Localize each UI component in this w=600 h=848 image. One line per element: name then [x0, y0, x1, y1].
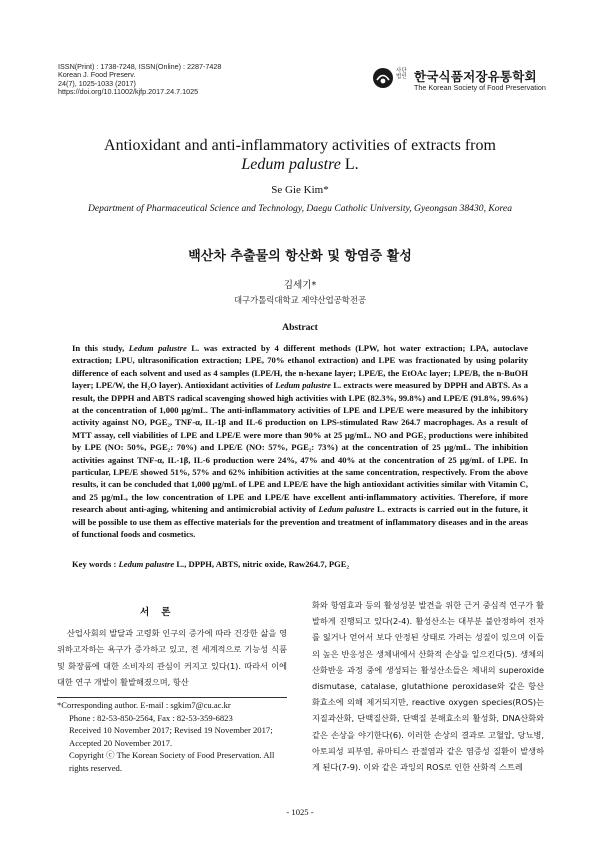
- contact-phone: Phone : 82-53-850-2564, Fax : 82-53-359-6823: [69, 712, 233, 723]
- keywords: Key words : Ledum palustre L., DPPH, ABTS, nitric oxide, Raw264.7, PGE₂: [72, 559, 350, 569]
- intro-left-column: 산업사회의 발달과 고령화 인구의 증가에 따라 건강한 삶을 영위하고자하는 욕구가 증가하고 있고, 전 세계적으로 기능성 식품 및 화장품에 대한 소비자의 관심이 커지고 있다(1). 따라서 이에 대한 연구 개발이 활발해졌으며, 항산: [57, 628, 287, 688]
- accepted-date: Accepted 20 November 2017.: [69, 737, 173, 748]
- footnote-divider: [57, 697, 287, 698]
- society-logo: [372, 67, 552, 99]
- korean-title: 백산차 추출물의 항산화 및 항염증 활성: [188, 249, 412, 264]
- journal-header: [58, 63, 221, 97]
- title-species: Ledum palustre: [241, 156, 341, 173]
- issn-line: ISSN(Print) : 1738-7248, ISSN(Online) : 2287-7428: [58, 62, 222, 71]
- society-name-ko: 한국식품저장유통학회: [414, 69, 537, 84]
- abstract-body: In this study, Ledum palustre L. was extracted by 4 different methods (LPW, hot water extraction; LPA, autoclave extraction; LPU, ultrasonification extraction; LPE, 70% ethanol extraction) and LPE was fractionated by using polarity difference of each solvent and used as 4 samples (LPE/H, the n-hexane layer; LPE/E, the EtOAc layer; LPE/B, the n-BuOH layer; LPE/W, the H₂O layer). Antioxidant activities of Ledum palustre L. extracts were measured by DPPH and ABTS. As a result, the DPPH and ABTS radical scavenging showed high activities with LPE (82.3%, 99.8%) and LPE/E (91.8%, 99.6%) at the concentration of 1,000 μg/mL. The anti-inflammatory activities of LPE and LPE/E were measured by the inhibitory activity against NO, PGE₂, TNF-α, IL-1β and IL-6 production on LPS-stimulated Raw 264.7 macrophages. As a result of MTT assay, cell viabilities of LPE and LPE/E were more than 90% at 25 μg/mL. NO and PGE₂ productions were inhibited by LPE (NO: 50%, PGE₂: 70%) and LPE/E (NO: 57%, PGE₂: 73%) at the concentration of 25 μg/mL. The inhibition activities against TNF-α, IL-1β, IL-6 production were 24%, 47% and 40% at the concentration of 25 μg/mL of LPE. In particular, LPE/E showed 51%, 57% and 62% inhibition activities at the same concentration, respectively. From the above results, it can be concluded that 1,000 μg/mL of LPE and LPE/E have the high antioxidant activities similar with Vitamin C, and 25 μg/mL, the low concentration of LPE and LPE/E have excellent anti-inflammatory activities. Therefore, if more research about anti-aging, whitening and antimicrobial activity of Ledum palustre L. extracts is carried out in the future, it will be possible to use them as effective materials for the prevention and treatment of inflammatory diseases and in the areas of functional foods and cosmetics.: [72, 343, 528, 540]
- copyright: Copyright ⓒ The Korean Society of Food Preservation. All rights reserved.: [69, 750, 275, 773]
- society-type-label: 사단 법인: [396, 68, 407, 80]
- korean-affiliation: 대구가톨릭대학교 제약산업공학전공: [233, 295, 367, 305]
- society-name-en: The Korean Society of Food Preservation: [414, 83, 546, 92]
- author-name: Se Gie Kim*: [271, 184, 329, 196]
- abstract-heading: Abstract: [282, 322, 318, 333]
- corresponding-author: *Corresponding author. E-mail : sgkim7@cu.ac.kr: [57, 700, 231, 710]
- received-date: Received 10 November 2017; Revised 19 November 2017;: [69, 725, 273, 735]
- title-line-2: Ledum palustre L.: [241, 156, 359, 173]
- title-line-1: Antioxidant and anti-inflammatory activities of extracts from: [104, 137, 496, 154]
- society-emblem-icon: [372, 67, 394, 89]
- page-number: - 1025 -: [286, 807, 314, 817]
- journal-name: Korean J. Food Preserv.: [58, 70, 136, 80]
- volume-pages: 24(7), 1025-1033 (2017): [58, 78, 136, 88]
- intro-right-column: 화와 항염효과 등의 활성성분 발견을 위한 근거 중심적 연구가 활발하게 진행되고 있다(2-4). 활성산소는 대부분 불안정하여 전자를 잃거나 얻어서 보다 안정된 상태로 가려는 성질이 있으며 이들의 높은 반응성은 생체내에서 산화적 손상을 일으킨다(5). 생체의 산화반응 과정 중에 생성되는 활성산소들은 체내의 superoxide dismutase, catalase, glutathione peroxidase와 같은 항산화효소에 의해 제거되지만, reactive oxygen species(ROS)는 지질과산화, 단백질산화, 단백질 분해효소의 활성화, DNA산화와 같은 손상을 야기한다(6). 이러한 손상의 결과로 고혈압, 당뇨병, 아토피성 피부염, 류마티스 관절염과 같은 염증성 질환이 발생하게 된다(7-9). 이와 같은 과잉의 ROS로 인한 산화적 스트레: [312, 600, 544, 773]
- paper-title: [40, 136, 560, 174]
- footnote: [57, 699, 287, 774]
- doi-link[interactable]: https://doi.org/10.11002/kjfp.2017.24.7.1025: [58, 87, 199, 97]
- author-affiliation: Department of Pharmaceutical Science and Technology, Daegu Catholic University, Gyeongsan 38430, Korea: [87, 203, 512, 214]
- korean-author: 김세기*: [283, 280, 317, 291]
- section-heading-intro: 서론: [140, 607, 183, 618]
